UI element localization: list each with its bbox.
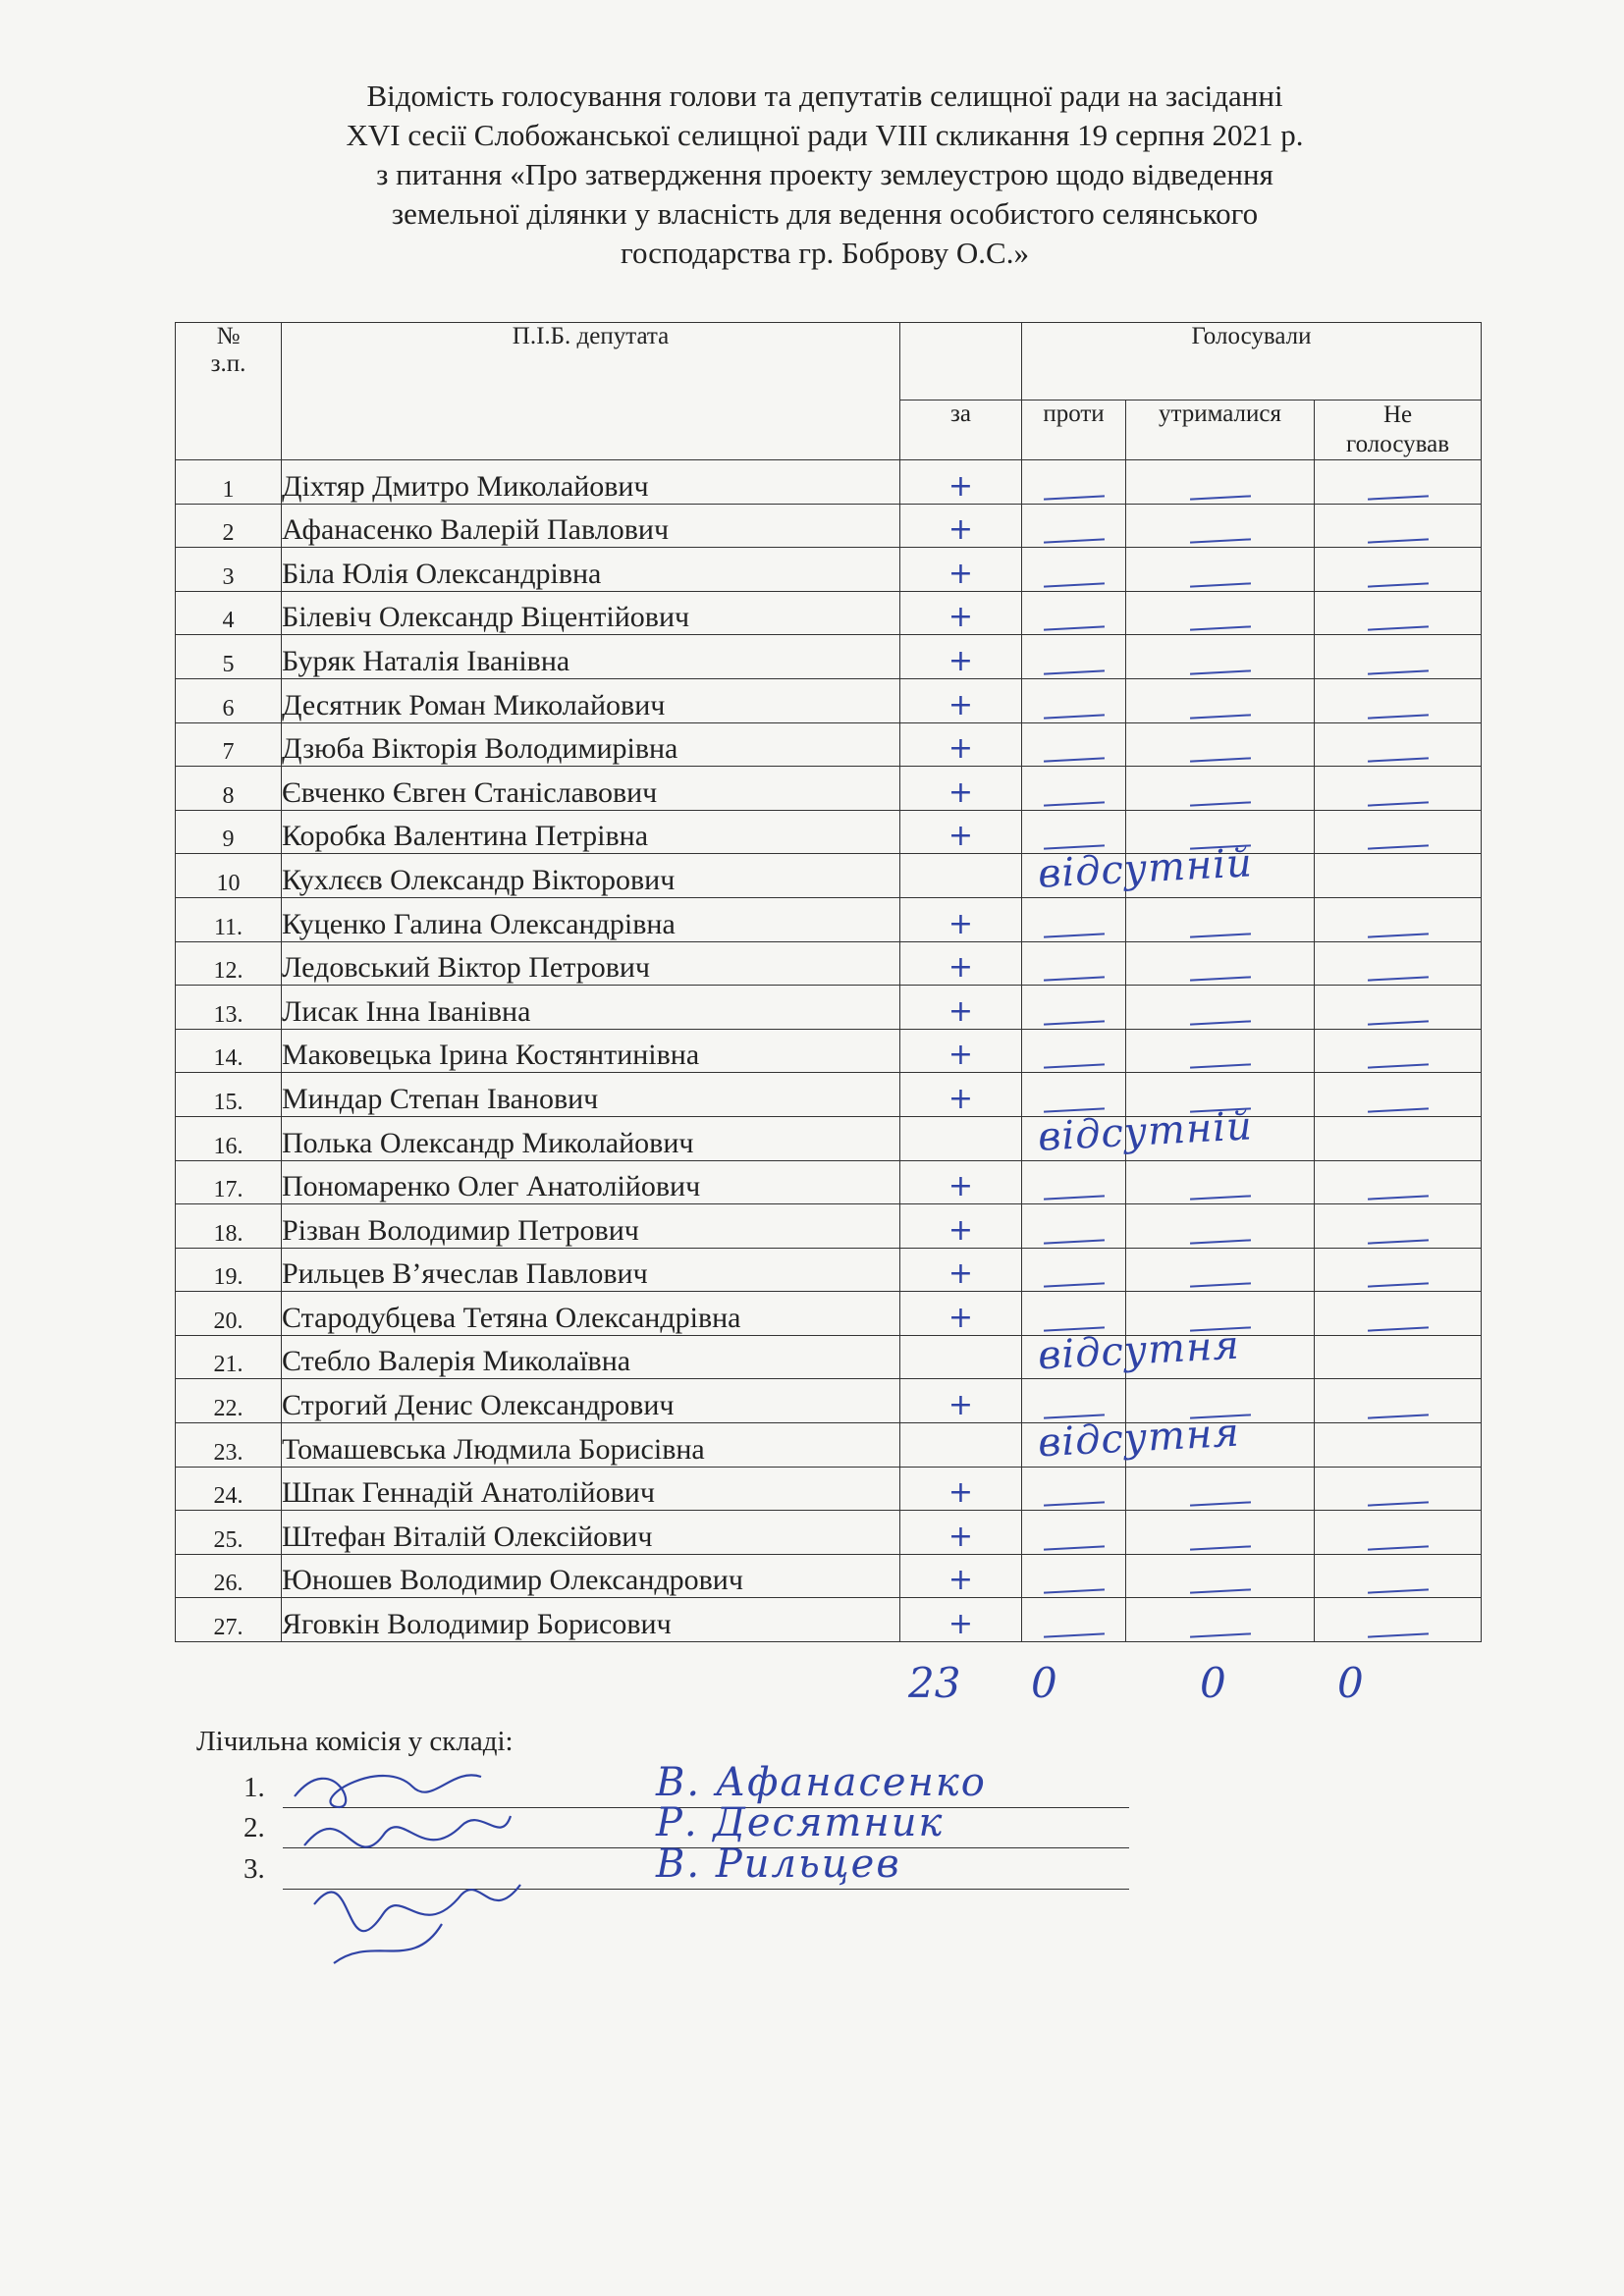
vote-for-mark: +	[900, 767, 1022, 811]
vote-for-mark: +	[900, 1511, 1022, 1555]
vote-cell-empty	[1315, 1423, 1482, 1468]
deputy-name: Томашевська Людмила Борисівна	[282, 1423, 900, 1468]
member-number: 1.	[244, 1772, 265, 1803]
header-not-voted-line2: голосував	[1345, 431, 1450, 457]
row-number: 5	[176, 635, 282, 679]
table-row	[176, 722, 1482, 767]
header-number	[176, 323, 282, 460]
dash-mark	[1043, 1545, 1104, 1550]
dash-mark	[1368, 1545, 1429, 1550]
table-row	[176, 1160, 1482, 1204]
table-row	[176, 678, 1482, 722]
deputy-name: Різван Володимир Петрович	[282, 1204, 900, 1249]
dash-mark	[1043, 1632, 1104, 1637]
vote-not-voted-dash	[1315, 767, 1482, 811]
deputy-name: Строгий Денис Олександрович	[282, 1379, 900, 1423]
vote-abstained-dash	[1126, 986, 1315, 1030]
dash-mark	[1368, 933, 1429, 937]
dash-mark	[1368, 1283, 1429, 1288]
deputy-name: Штефан Віталій Олексійович	[282, 1511, 900, 1555]
absent-note: відсутній	[1036, 1103, 1254, 1160]
vote-abstained-dash	[1126, 1248, 1315, 1292]
row-number: 6	[176, 678, 282, 722]
header-abstained: утрималися	[1126, 400, 1315, 460]
vote-not-voted-dash	[1315, 1379, 1482, 1423]
vote-against-dash	[1022, 767, 1126, 811]
vote-for-mark: +	[900, 548, 1022, 592]
row-number: 1	[176, 460, 282, 505]
deputy-name: Пономаренко Олег Анатолійович	[282, 1160, 900, 1204]
dash-mark	[1368, 1502, 1429, 1507]
vote-not-voted-dash	[1315, 678, 1482, 722]
member-name: В. Афанасенко	[656, 1760, 987, 1805]
signature-1	[295, 1775, 481, 1807]
deputy-name: Куценко Галина Олександрівна	[282, 897, 900, 941]
row-number: 3	[176, 548, 282, 592]
table-row	[176, 1292, 1482, 1336]
row-number: 14.	[176, 1029, 282, 1073]
dash-mark	[1189, 1195, 1250, 1200]
vote-against-dash	[1022, 678, 1126, 722]
vote-for-cell	[900, 1322, 1241, 1379]
vote-cell-empty	[1315, 1335, 1482, 1379]
dash-mark	[1189, 626, 1250, 631]
vote-for-mark: +	[900, 678, 1022, 722]
signature-3	[314, 1885, 520, 1963]
table-row	[176, 1335, 1482, 1379]
dash-mark	[1368, 1414, 1429, 1418]
table-row	[176, 1204, 1482, 1249]
vote-abstained-dash	[1126, 767, 1315, 811]
row-number: 7	[176, 722, 282, 767]
vote-for-cell	[900, 1410, 1241, 1468]
dash-mark	[1368, 1195, 1429, 1200]
deputy-name: Діхтяр Дмитро Миколайович	[282, 460, 900, 505]
deputy-name: Афанасенко Валерій Павлович	[282, 504, 900, 548]
vote-for-cell	[900, 1103, 1254, 1160]
vote-not-voted-dash	[1315, 897, 1482, 941]
vote-for-mark: +	[900, 1029, 1022, 1073]
vote-against-dash	[1022, 504, 1126, 548]
table-row	[176, 1029, 1482, 1073]
vote-for-mark: +	[900, 1073, 1022, 1117]
total-against: 0	[1031, 1659, 1057, 1707]
vote-abstained-dash	[1126, 722, 1315, 767]
dash-mark	[1189, 1545, 1250, 1550]
vote-against-dash	[1022, 1598, 1126, 1642]
vote-abstained-dash	[1126, 941, 1315, 986]
deputy-name: Десятник Роман Миколайович	[282, 678, 900, 722]
vote-abstained-dash	[1126, 460, 1315, 505]
vote-against-dash	[1022, 1204, 1126, 1249]
vote-for-mark: +	[900, 460, 1022, 505]
deputy-name: Рильцев В’ячеслав Павлович	[282, 1248, 900, 1292]
dash-mark	[1368, 539, 1429, 544]
deputy-name: Кухлєєв Олександр Вікторович	[282, 854, 900, 898]
vote-against-dash	[1022, 1554, 1126, 1598]
row-number: 12.	[176, 941, 282, 986]
vote-for-cell	[900, 840, 1254, 898]
dash-mark	[1043, 1502, 1104, 1507]
deputy-name: Миндар Степан Іванович	[282, 1073, 900, 1117]
header-number-label: з.п.	[210, 350, 246, 377]
dash-mark	[1189, 495, 1250, 500]
absent-note: відсутня	[1036, 1410, 1241, 1467]
member-name: В. Рильцев	[656, 1842, 901, 1887]
vote-not-voted-dash	[1315, 1511, 1482, 1555]
dash-mark	[1368, 1107, 1429, 1112]
vote-against-dash	[1022, 897, 1126, 941]
dash-mark	[1189, 539, 1250, 544]
vote-not-voted-dash	[1315, 635, 1482, 679]
row-number: 24.	[176, 1467, 282, 1511]
vote-not-voted-dash	[1315, 1029, 1482, 1073]
table-row	[176, 941, 1482, 986]
dash-mark	[1189, 1064, 1250, 1069]
table-row	[176, 1116, 1482, 1160]
dash-mark	[1043, 669, 1104, 674]
dash-mark	[1368, 977, 1429, 982]
deputy-name: Ледовський Віктор Петрович	[282, 941, 900, 986]
total-for: 23	[908, 1659, 961, 1707]
deputy-name: Біла Юлія Олександрівна	[282, 548, 900, 592]
row-number: 22.	[176, 1379, 282, 1423]
table-row	[176, 854, 1482, 898]
title-line: Відомість голосування голови та депутатів селищної ради на засіданні	[366, 79, 1283, 113]
table-row	[176, 1598, 1482, 1642]
vote-cell-empty	[1315, 1116, 1482, 1160]
dash-mark	[1043, 933, 1104, 937]
dash-mark	[1043, 626, 1104, 631]
signature-scribbles	[275, 1737, 569, 1993]
row-number: 19.	[176, 1248, 282, 1292]
table-row	[176, 767, 1482, 811]
vote-for-mark: +	[900, 986, 1022, 1030]
vote-abstained-dash	[1126, 504, 1315, 548]
vote-against-dash	[1022, 460, 1126, 505]
dash-mark	[1189, 1589, 1250, 1594]
vote-for-mark: +	[900, 1204, 1022, 1249]
deputy-name: Стародубцева Тетяна Олександрівна	[282, 1292, 900, 1336]
vote-not-voted-dash	[1315, 1598, 1482, 1642]
vote-abstained-dash	[1126, 591, 1315, 635]
table-row	[176, 897, 1482, 941]
dash-mark	[1189, 977, 1250, 982]
dash-mark	[1043, 1195, 1104, 1200]
dash-mark	[1368, 758, 1429, 763]
dash-mark	[1189, 1632, 1250, 1637]
dash-mark	[1368, 845, 1429, 850]
dash-mark	[1189, 1502, 1250, 1507]
commission-label: Лічильна комісія у складі:	[196, 1726, 514, 1757]
dash-mark	[1368, 1326, 1429, 1331]
header-for: за	[900, 400, 1022, 460]
header-number-symbol: №	[216, 323, 241, 349]
row-number: 15.	[176, 1073, 282, 1117]
vote-not-voted-dash	[1315, 986, 1482, 1030]
vote-cell-empty	[1315, 854, 1482, 898]
vote-abstained-dash	[1126, 1204, 1315, 1249]
vote-not-voted-dash	[1315, 1248, 1482, 1292]
dash-mark	[1368, 669, 1429, 674]
vote-abstained-dash	[1126, 548, 1315, 592]
vote-for-mark: +	[900, 941, 1022, 986]
dash-mark	[1043, 495, 1104, 500]
header-not-voted	[1315, 400, 1482, 460]
table-row	[176, 548, 1482, 592]
vote-not-voted-dash	[1315, 1204, 1482, 1249]
dash-mark	[1189, 801, 1250, 806]
vote-against-dash	[1022, 1029, 1126, 1073]
row-number: 8	[176, 767, 282, 811]
vote-for-mark: +	[900, 810, 1022, 854]
vote-abstained-dash	[1126, 1511, 1315, 1555]
dash-mark	[1368, 1064, 1429, 1069]
vote-against-dash	[1022, 986, 1126, 1030]
dash-mark	[1189, 758, 1250, 763]
vote-not-voted-dash	[1315, 1554, 1482, 1598]
dash-mark	[1189, 1020, 1250, 1025]
dash-mark	[1368, 1020, 1429, 1025]
dash-mark	[1043, 1064, 1104, 1069]
table-row	[176, 1423, 1482, 1468]
deputy-name: Полька Олександр Миколайович	[282, 1116, 900, 1160]
deputy-name: Буряк Наталія Іванівна	[282, 635, 900, 679]
dash-mark	[1189, 1239, 1250, 1244]
dash-mark	[1189, 669, 1250, 674]
dash-mark	[1043, 758, 1104, 763]
dash-mark	[1043, 1589, 1104, 1594]
deputy-name: Маковецька Ірина Костянтинівна	[282, 1029, 900, 1073]
title-line: XVІ сесії Слобожанської селищної ради VІІІ скликання 19 серпня 2021 р.	[346, 118, 1304, 152]
title-line: господарства гр. Боброву О.С.»	[621, 236, 1029, 270]
deputy-name: Стебло Валерія Миколаївна	[282, 1335, 900, 1379]
dash-mark	[1043, 714, 1104, 719]
dash-mark	[1368, 1239, 1429, 1244]
table-row	[176, 810, 1482, 854]
vote-against-dash	[1022, 1073, 1126, 1117]
vote-not-voted-dash	[1315, 1467, 1482, 1511]
row-number: 26.	[176, 1554, 282, 1598]
deputy-name: Коробка Валентина Петрівна	[282, 810, 900, 854]
vote-for-mark: +	[900, 635, 1022, 679]
vote-abstained-dash	[1126, 1160, 1315, 1204]
vote-abstained-dash	[1126, 678, 1315, 722]
table-row	[176, 591, 1482, 635]
dash-mark	[1043, 977, 1104, 982]
dash-mark	[1368, 714, 1429, 719]
vote-table	[175, 322, 1482, 1642]
vote-for-mark: +	[900, 1160, 1022, 1204]
absent-note: відсутня	[1036, 1322, 1241, 1379]
vote-against-dash	[1022, 1248, 1126, 1292]
member-name: Р. Десятник	[656, 1800, 945, 1845]
table-row	[176, 986, 1482, 1030]
vote-for-mark: +	[900, 1379, 1022, 1423]
deputy-name: Шпак Геннадій Анатолійович	[282, 1467, 900, 1511]
table-row	[176, 635, 1482, 679]
vote-not-voted-dash	[1315, 941, 1482, 986]
table-row	[176, 1511, 1482, 1555]
deputy-name: Євченко Євген Станіславович	[282, 767, 900, 811]
total-not-voted: 0	[1337, 1659, 1364, 1707]
dash-mark	[1368, 1632, 1429, 1637]
dash-mark	[1043, 1239, 1104, 1244]
dash-mark	[1043, 1020, 1104, 1025]
vote-abstained-dash	[1126, 1029, 1315, 1073]
vote-for-mark: +	[900, 897, 1022, 941]
header-against: проти	[1022, 400, 1126, 460]
row-number: 13.	[176, 986, 282, 1030]
dash-mark	[1368, 1589, 1429, 1594]
title-line: з питання «Про затвердження проекту землеустрою щодо відведення	[376, 157, 1273, 191]
vote-against-dash	[1022, 941, 1126, 986]
vote-abstained-dash	[1126, 635, 1315, 679]
table-row	[176, 1467, 1482, 1511]
vote-abstained-dash	[1126, 1598, 1315, 1642]
vote-for-mark: +	[900, 1598, 1022, 1642]
total-abstained: 0	[1200, 1659, 1226, 1707]
vote-not-voted-dash	[1315, 460, 1482, 505]
document-title	[187, 77, 1463, 273]
dash-mark	[1043, 582, 1104, 587]
table-row	[176, 1248, 1482, 1292]
table-row	[176, 460, 1482, 505]
dash-mark	[1043, 539, 1104, 544]
row-number: 16.	[176, 1116, 282, 1160]
vote-not-voted-dash	[1315, 591, 1482, 635]
row-number: 25.	[176, 1511, 282, 1555]
vote-not-voted-dash	[1315, 504, 1482, 548]
vote-abstained-dash	[1126, 897, 1315, 941]
vote-against-dash	[1022, 591, 1126, 635]
row-number: 20.	[176, 1292, 282, 1336]
absent-note: відсутній	[1036, 840, 1254, 898]
row-number: 23.	[176, 1423, 282, 1468]
vote-against-dash	[1022, 635, 1126, 679]
table-row	[176, 1554, 1482, 1598]
header-voted: Голосували	[1022, 323, 1482, 400]
header-empty	[900, 323, 1022, 400]
dash-mark	[1368, 626, 1429, 631]
dash-mark	[1368, 582, 1429, 587]
member-number: 2.	[244, 1812, 265, 1843]
header-name: П.І.Б. депутата	[282, 323, 900, 460]
dash-mark	[1189, 714, 1250, 719]
vote-for-mark: +	[900, 504, 1022, 548]
dash-mark	[1368, 495, 1429, 500]
row-number: 18.	[176, 1204, 282, 1249]
deputy-name: Лисак Інна Іванівна	[282, 986, 900, 1030]
dash-mark	[1043, 801, 1104, 806]
row-number: 21.	[176, 1335, 282, 1379]
vote-for-mark: +	[900, 722, 1022, 767]
vote-abstained-dash	[1126, 1554, 1315, 1598]
dash-mark	[1368, 801, 1429, 806]
vote-for-mark: +	[900, 591, 1022, 635]
table-row	[176, 1073, 1482, 1117]
vote-against-dash	[1022, 722, 1126, 767]
row-number: 4	[176, 591, 282, 635]
vote-not-voted-dash	[1315, 1292, 1482, 1336]
vote-against-dash	[1022, 1511, 1126, 1555]
vote-not-voted-dash	[1315, 1073, 1482, 1117]
table-row	[176, 1379, 1482, 1423]
vote-not-voted-dash	[1315, 722, 1482, 767]
vote-for-mark: +	[900, 1554, 1022, 1598]
vote-totals	[0, 1659, 1624, 1718]
vote-for-mark: +	[900, 1292, 1022, 1336]
vote-for-mark: +	[900, 1467, 1022, 1511]
row-number: 17.	[176, 1160, 282, 1204]
row-number: 9	[176, 810, 282, 854]
vote-against-dash	[1022, 1467, 1126, 1511]
vote-abstained-dash	[1126, 1467, 1315, 1511]
header-not-voted-line1: Не	[1382, 401, 1413, 428]
row-number: 2	[176, 504, 282, 548]
vote-against-dash	[1022, 1160, 1126, 1204]
vote-against-dash	[1022, 548, 1126, 592]
row-number: 10	[176, 854, 282, 898]
vote-not-voted-dash	[1315, 548, 1482, 592]
signature-2	[304, 1816, 511, 1847]
vote-for-mark: +	[900, 1248, 1022, 1292]
member-number: 3.	[244, 1853, 265, 1885]
dash-mark	[1189, 933, 1250, 937]
row-number: 27.	[176, 1598, 282, 1642]
deputy-name: Дзюба Вікторія Володимирівна	[282, 722, 900, 767]
dash-mark	[1189, 1283, 1250, 1288]
vote-not-voted-dash	[1315, 810, 1482, 854]
row-number: 11.	[176, 897, 282, 941]
dash-mark	[1189, 582, 1250, 587]
table-row	[176, 504, 1482, 548]
deputy-name: Білевіч Олександр Віцентійович	[282, 591, 900, 635]
title-line: земельної ділянки у власність для ведення особистого селянського	[391, 196, 1259, 231]
vote-not-voted-dash	[1315, 1160, 1482, 1204]
deputy-name: Юношев Володимир Олександрович	[282, 1554, 900, 1598]
deputy-name: Яговкін Володимир Борисович	[282, 1598, 900, 1642]
dash-mark	[1043, 1283, 1104, 1288]
